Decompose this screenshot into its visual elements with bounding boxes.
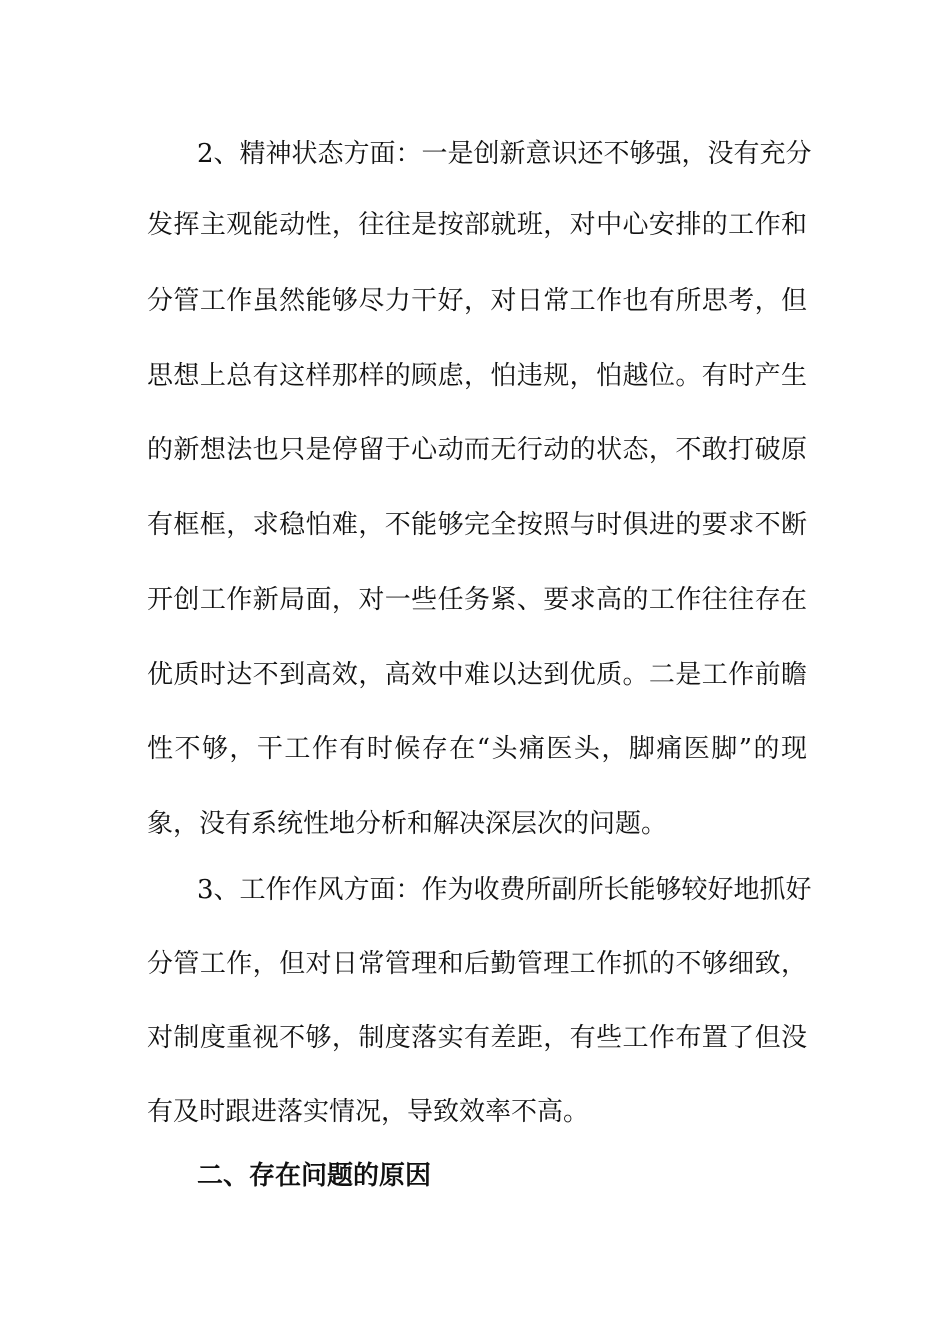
paragraph-line: 性不够，干工作有时候存在“头痛医头，脚痛医脚”的现: [147, 734, 807, 764]
paragraph-line: 发挥主观能动性，往往是按部就班，对中心安排的工作和: [147, 210, 807, 240]
paragraph-line: 象，没有系统性地分析和解决深层次的问题。: [147, 809, 668, 839]
paragraph-line: 2、精神状态方面：一是创新意识还不够强，没有充分: [197, 139, 812, 169]
section-heading: 二、存在问题的原因: [197, 1161, 432, 1191]
paragraph-line: 优质时达不到高效，高效中难以达到优质。二是工作前瞻: [147, 660, 807, 690]
paragraph-line: 开创工作新局面，对一些任务紧、要求高的工作往往存在: [147, 585, 807, 615]
paragraph-line: 有及时跟进落实情况，导致效率不高。: [147, 1097, 590, 1127]
paragraph-line: 分管工作，但对日常管理和后勤管理工作抓的不够细致，: [147, 949, 807, 979]
paragraph-line: 的新想法也只是停留于心动而无行动的状态，不敢打破原: [147, 435, 807, 465]
paragraph-line: 3、工作作风方面：作为收费所副所长能够较好地抓好: [197, 875, 812, 905]
paragraph-line: 有框框，求稳怕难，不能够完全按照与时俱进的要求不断: [147, 510, 807, 540]
paragraph-line: 思想上总有这样那样的顾虑，怕违规，怕越位。有时产生: [147, 361, 807, 391]
paragraph-line: 对制度重视不够，制度落实有差距，有些工作布置了但没: [147, 1023, 807, 1053]
paragraph-line: 分管工作虽然能够尽力干好，对日常工作也有所思考，但: [147, 286, 807, 316]
